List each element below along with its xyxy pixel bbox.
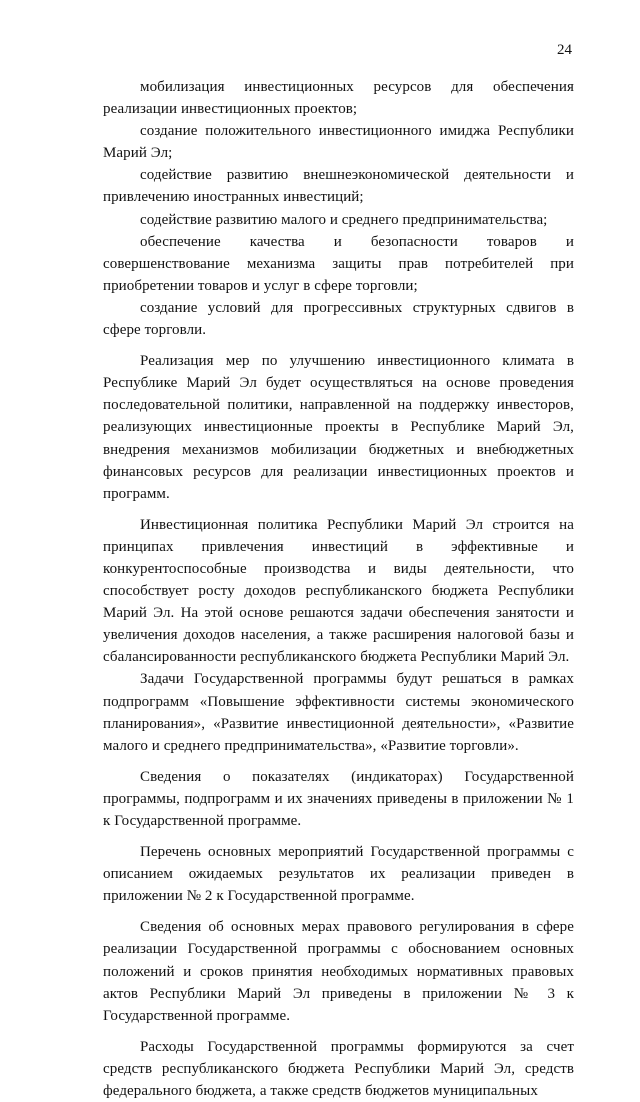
paragraph: создание условий для прогрессивных структурных сдвигов в сфере торговли.: [103, 299, 574, 339]
paragraph: Перечень основных мероприятий Государственной программы с описанием ожидаемых результатов их реализации приведен в приложении № 2 к Государственной программе.: [103, 844, 574, 905]
page-number: 24: [557, 42, 572, 58]
paragraph: содействие развитию малого и среднего предпринимательства;: [140, 211, 548, 228]
paragraph: Расходы Государственной программы формируются за счет средств республиканского бюджета Республики Марий Эл, средств федерального бюджета, а также средств бюджетов муниципальных: [103, 1038, 574, 1100]
paragraph: Задачи Государственной программы будут решаться в рамках подпрограмм «Повышение эффективности системы экономического планирования», «Развитие инвестиционной деятельности», «Развитие малого и среднего предпринимательства», «Развитие торговли».: [103, 671, 574, 754]
paragraph: создание положительного инвестиционного имиджа Республики Марий Эл;: [103, 123, 574, 162]
paragraph: содействие развитию внешнеэкономической деятельности и привлечению иностранных инвестиций;: [103, 167, 574, 206]
paragraph: Инвестиционная политика Республики Марий Эл строится на принципах привлечения инвестиций в эффективные и конкурентоспособные производства и виды деятельности, что способствует росту доходов республиканского бюджета Республики Марий Эл. На этой основе решаются задачи обеспечения занятости и увеличения доходов населения, а также расширения налоговой базы и сбалансированности республиканского бюджета Республики Марий Эл.: [103, 516, 574, 666]
paragraph: Реализация мер по улучшению инвестиционного климата в Республике Марий Эл будет осуществляться на основе проведения последовательной политики, направленной на поддержку инвесторов, реализующих инвестиционные проекты в Республике Марий Эл, внедрения механизмов мобилизации бюджетных и внебюджетных финансовых ресурсов для реализации инвестиционных проектов и программ.: [103, 353, 574, 502]
paragraph: мобилизация инвестиционных ресурсов для обеспечения реализации инвестиционных проектов;: [103, 79, 574, 118]
paragraph: Сведения о показателях (индикаторах) Государственной программы, подпрограмм и их значениях приведены в приложении № 1 к Государственной программе.: [103, 768, 574, 829]
document-body: [103, 76, 574, 1102]
paragraph: обеспечение качества и безопасности товаров и совершенствование механизма защиты прав потребителей при приобретении товаров и услуг в сфере торговли;: [103, 233, 574, 294]
paragraph: Сведения об основных мерах правового регулирования в сфере реализации Государственной программы с обоснованием основных положений и сроков принятия необходимых нормативных правовых актов Республики Марий Эл приведены в приложении № 3 к Государственной программе.: [103, 919, 574, 1024]
